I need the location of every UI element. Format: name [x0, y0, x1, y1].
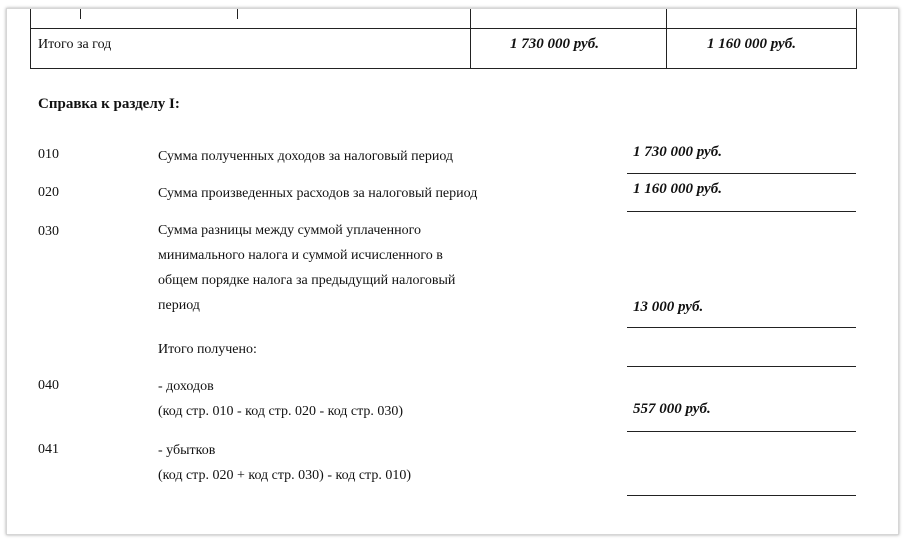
- row-code-040: 040: [38, 378, 59, 393]
- table-tick-2: [237, 9, 238, 19]
- table-divider-2: [666, 9, 667, 69]
- row-underline-020: [627, 211, 856, 212]
- row-desc-line: Итого получено:: [158, 342, 257, 357]
- row-value-040: 557 000 руб.: [633, 401, 711, 417]
- total-year-label: Итого за год: [38, 37, 112, 52]
- row-value-030: 13 000 руб.: [633, 299, 704, 315]
- row-underline-041: [627, 495, 856, 496]
- table-tick-1: [80, 9, 81, 19]
- row-desc-line: Сумма произведенных расходов за налоговый период: [158, 186, 478, 201]
- row-underline-total-received: [627, 366, 856, 367]
- row-desc-030: [158, 218, 455, 318]
- total-income-value: 1 730 000 руб.: [510, 36, 599, 52]
- total-expense-value: 1 160 000 руб.: [707, 36, 796, 52]
- document-page: [6, 8, 899, 535]
- row-desc-line: общем порядке налога за предыдущий налоговый: [158, 273, 456, 288]
- table-border-right: [856, 9, 857, 69]
- row-desc-line: Сумма разницы между суммой уплаченного: [158, 223, 421, 238]
- row-desc-line: - доходов: [158, 379, 214, 394]
- row-desc-line: Сумма полученных доходов за налоговый период: [158, 149, 454, 164]
- row-value-020: 1 160 000 руб.: [633, 181, 722, 197]
- row-underline-010: [627, 173, 856, 174]
- row-desc-040: [158, 374, 403, 424]
- row-desc-020: [158, 181, 477, 206]
- row-code-020: 020: [38, 185, 59, 200]
- table-row-bottom-border: [30, 68, 857, 69]
- row-desc-line: (код стр. 020 + код стр. 030) - код стр. 010): [158, 468, 411, 483]
- row-desc-041: [158, 438, 411, 488]
- row-code-030: 030: [38, 224, 59, 239]
- table-row-top-border: [30, 28, 857, 29]
- row-code-010: 010: [38, 147, 59, 162]
- row-underline-030: [627, 327, 856, 328]
- row-desc-line: период: [158, 298, 200, 313]
- section-title: Справка к разделу I:: [38, 96, 180, 112]
- row-code-041: 041: [38, 442, 59, 457]
- table-divider-1: [470, 9, 471, 69]
- totals-table: [30, 9, 857, 69]
- row-desc-line: минимального налога и суммой исчисленного в: [158, 248, 443, 263]
- table-border-left: [30, 9, 31, 69]
- row-underline-040: [627, 431, 856, 432]
- row-desc-line: - убытков: [158, 443, 216, 458]
- row-desc-line: (код стр. 010 - код стр. 020 - код стр. 030): [158, 404, 404, 419]
- row-desc-010: [158, 144, 453, 169]
- row-desc-total-received: [158, 337, 257, 362]
- row-value-010: 1 730 000 руб.: [633, 144, 722, 160]
